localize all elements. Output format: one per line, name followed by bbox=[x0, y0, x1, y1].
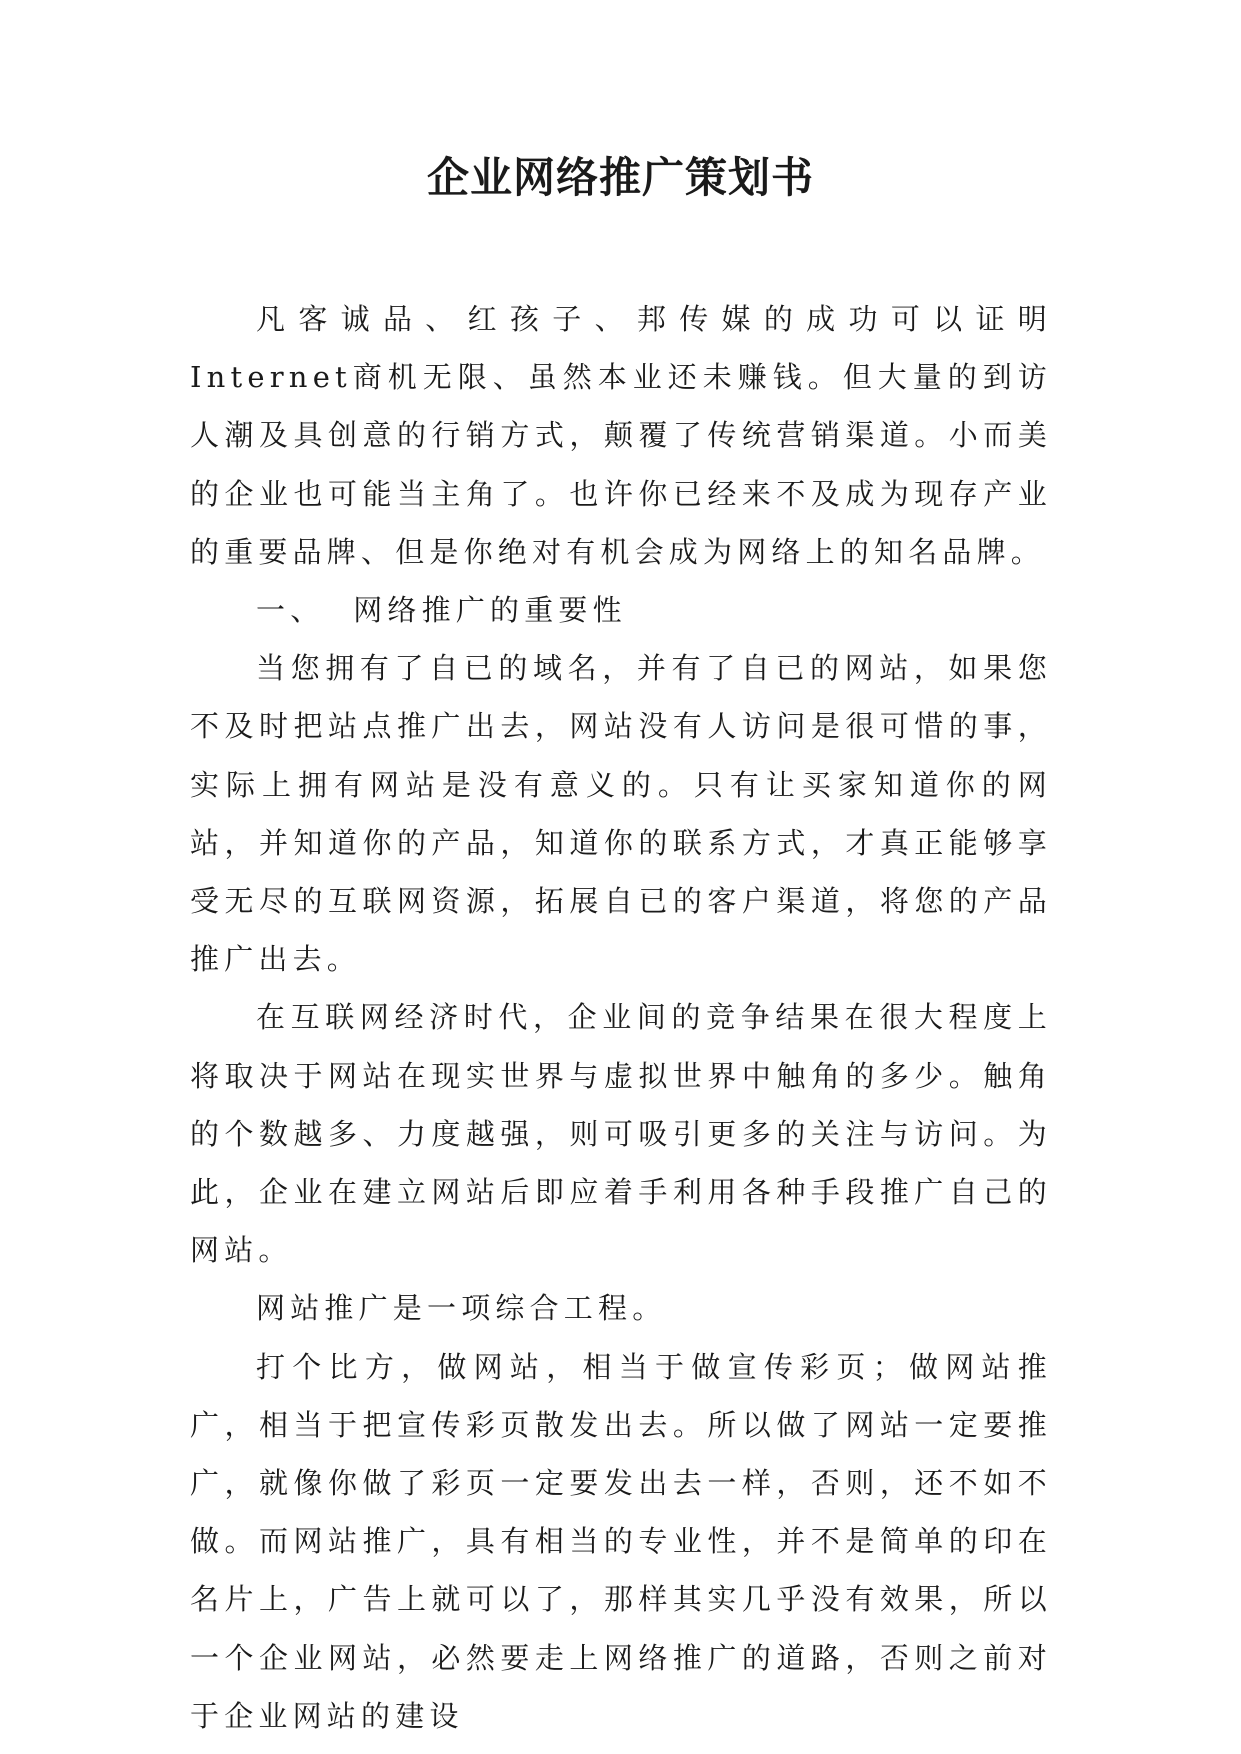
paragraph-comprehensive-project: 网站推广是一项综合工程。 bbox=[256, 1291, 667, 1326]
paragraph-intro: 凡客诚品、红孩子、邦传媒的成功可以证明Internet商机无限、虽然本业还未赚钱。但大量的到访人潮及具创意的行销方式，颠覆了传统营销渠道。小而美的企业也可能当主角了。也许你已经来不及成为现存产业的重要品牌、但是你绝对有机会成为网络上的知名品牌。 bbox=[190, 302, 1052, 569]
paragraph-internet-economy: 在互联网经济时代，企业间的竞争结果在很大程度上将取决于网站在现实世界与虚拟世界中触角的多少。触角的个数越多、力度越强，则可吸引更多的关注与访问。为此，企业在建立网站后即应着手利用各种手段推广自己的网站。 bbox=[190, 1000, 1052, 1268]
document-body bbox=[190, 290, 1052, 1745]
paragraph-domain-website: 当您拥有了自已的域名，并有了自已的网站，如果您不及时把站点推广出去，网站没有人访问是很可惜的事，实际上拥有网站是没有意义的。只有让买家知道你的网站，并知道你的产品，知道你的联系方式，才真正能够享受无尽的互联网资源，拓展自已的客户渠道，将您的产品推广出去。 bbox=[190, 651, 1052, 977]
paragraph-analogy: 打个比方，做网站，相当于做宣传彩页；做网站推广，相当于把宣传彩页散发出去。所以做了网站一定要推广，就像你做了彩页一定要发出去一样，否则，还不如不做。而网站推广，具有相当的专业性，并不是简单的印在名片上，广告上就可以了，那样其实几乎没有效果，所以一个企业网站，必然要走上网络推广的道路，否则之前对于企业网站的建设 bbox=[190, 1349, 1052, 1733]
document-title: 企业网络推广策划书 bbox=[426, 153, 814, 202]
section-heading-importance: 一、 网络推广的重要性 bbox=[256, 593, 627, 628]
